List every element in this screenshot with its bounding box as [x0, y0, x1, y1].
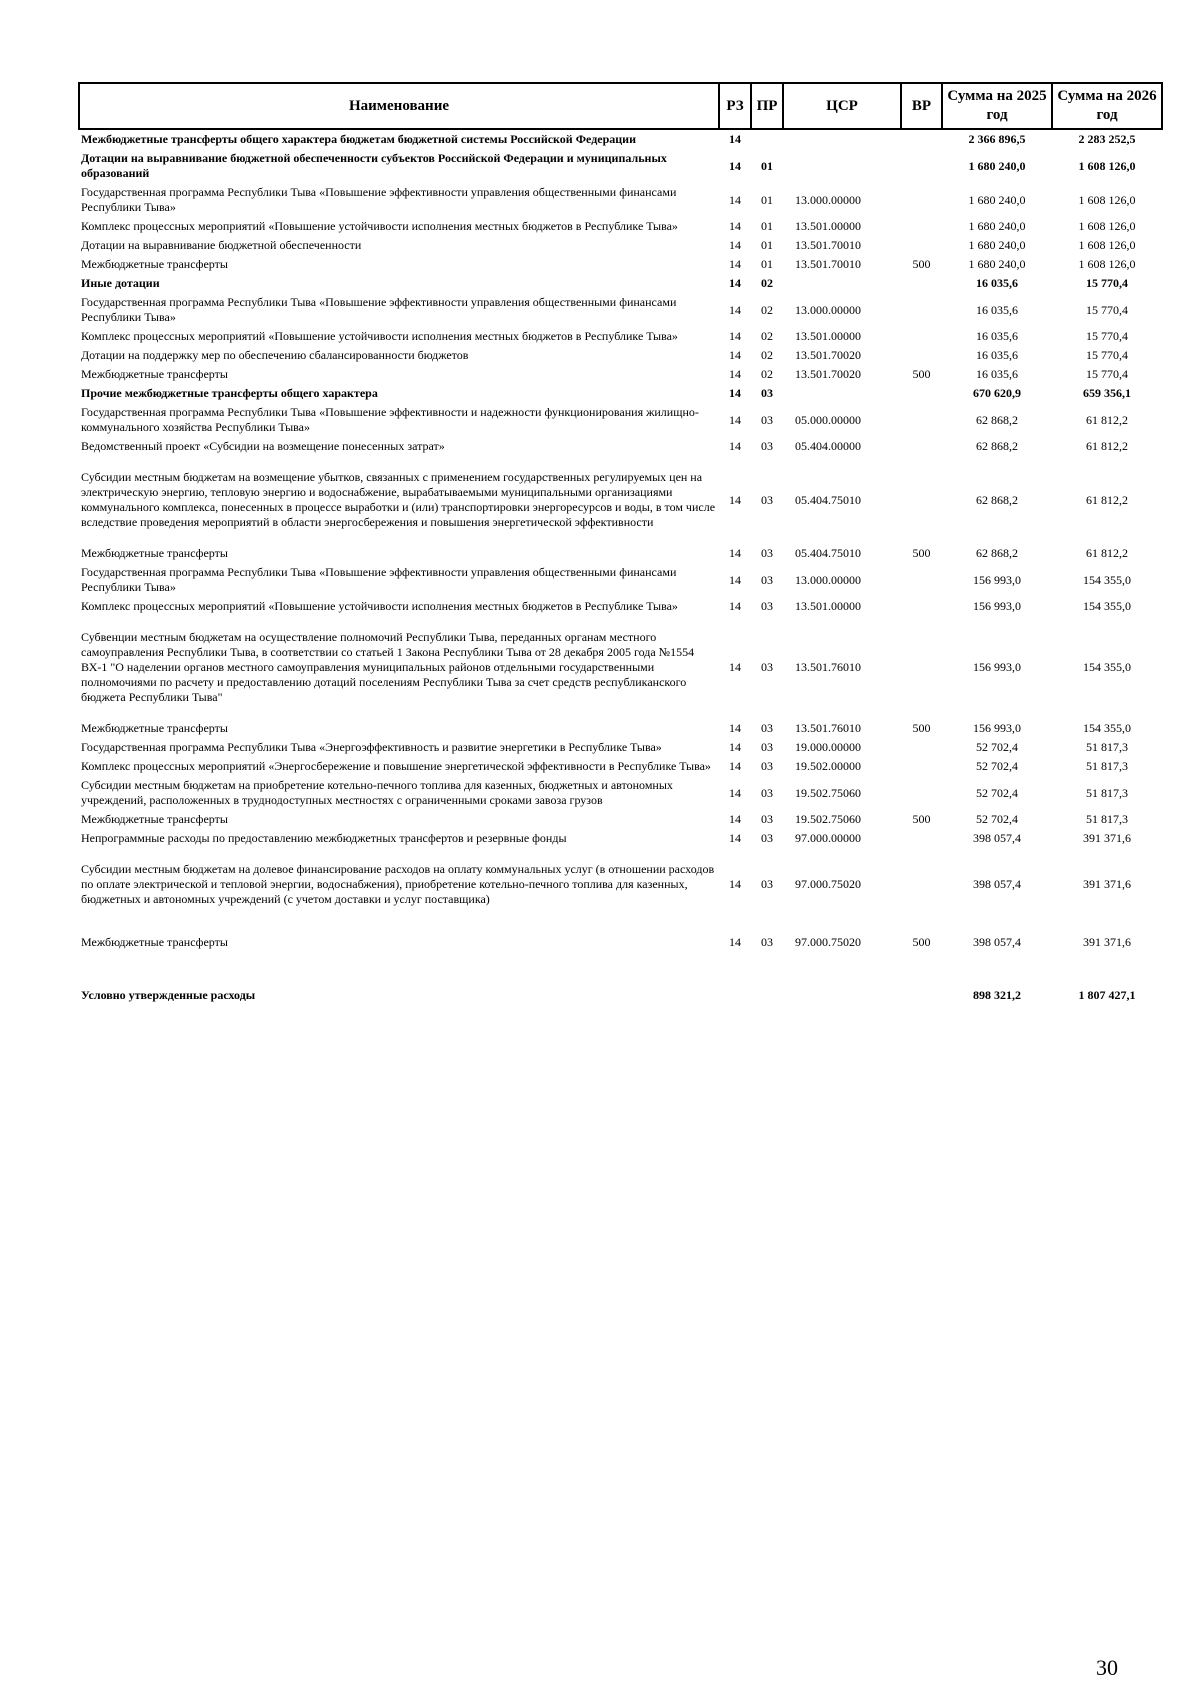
row-sum-2026: 61 812,2: [1086, 412, 1128, 427]
row-sum-2025: 1 680 240,0: [968, 257, 1026, 271]
row-name: Комплекс процессных мероприятий «Повышение устойчивости исполнения местных бюджетов в Республике Тыва»: [81, 329, 678, 343]
row-sum-2026: 659 356,1: [1083, 386, 1131, 400]
row-pr: 01: [761, 192, 773, 207]
row-csr: 19.000.00000: [795, 740, 861, 754]
row-sum-2026: 61 812,2: [1086, 439, 1128, 453]
row-name: Иные дотации: [81, 276, 160, 290]
row-csr: 05.404.75010: [795, 546, 861, 560]
table-row: [79, 327, 1162, 346]
table-row: [79, 236, 1162, 255]
row-sum-2025: 52 702,4: [976, 785, 1018, 800]
table-row: [79, 810, 1162, 829]
row-rz: 14: [729, 348, 741, 362]
header-vr: ВР: [901, 83, 942, 129]
row-pr: 03: [761, 492, 773, 507]
row-pr: 01: [761, 238, 773, 252]
row-pr: 03: [761, 831, 773, 845]
row-vr: [901, 346, 942, 365]
row-pr: 01: [761, 158, 773, 173]
row-sum-2025: 16 035,6: [976, 276, 1018, 290]
row-name: Субвенции местным бюджетам на осуществление полномочий Республики Тыва, переданных органам местного самоуправления Республики Тыва, в соответствии со статьей 1 Закона Республики Тыва от 28 декабря 2005 года №1554 ВХ-1 "О наделении органов местного самоуправления муниципальных районов отдельными государственными полномочиями по расчету и предоставлению дотаций поселениям Республики Тыва за счет средств республиканского бюджета Республики Тыва": [81, 630, 695, 704]
row-sum-2026: 61 812,2: [1086, 546, 1128, 560]
row-pr: 03: [761, 599, 773, 613]
row-rz: 14: [729, 367, 741, 381]
row-csr: 97.000.00000: [795, 831, 861, 845]
row-pr: 03: [761, 412, 773, 427]
table-row: [79, 217, 1162, 236]
row-pr: [751, 964, 783, 1005]
row-rz: 14: [729, 759, 741, 773]
table-row: [79, 719, 1162, 738]
row-pr: 03: [761, 660, 773, 674]
row-vr: 500: [912, 721, 931, 735]
row-rz: 14: [729, 219, 741, 233]
row-rz: 14: [729, 302, 741, 317]
row-pr: 02: [761, 276, 773, 290]
row-vr: [901, 776, 942, 810]
row-vr: [901, 236, 942, 255]
row-csr: 19.502.75060: [795, 785, 861, 800]
table-row: [79, 544, 1162, 563]
row-sum-2025: 16 035,6: [976, 329, 1018, 343]
row-csr: 13.501.70010: [795, 257, 861, 271]
row-sum-2026: 15 770,4: [1086, 367, 1128, 381]
row-csr: 19.502.75060: [795, 812, 861, 826]
row-pr: 03: [761, 759, 773, 773]
row-vr: [901, 563, 942, 597]
row-sum-2026: 51 817,3: [1086, 812, 1128, 826]
row-vr: 500: [912, 257, 931, 271]
row-pr: 02: [761, 329, 773, 343]
row-sum-2025: 16 035,6: [976, 367, 1018, 381]
row-pr: 02: [761, 302, 773, 317]
row-vr: 500: [912, 935, 931, 949]
row-name: Ведомственный проект «Субсидии на возмещение понесенных затрат»: [81, 439, 445, 453]
row-csr: 97.000.75020: [795, 877, 861, 891]
row-name: Комплекс процессных мероприятий «Энергосбережение и повышение энергетической эффективности в Республике Тыва»: [81, 759, 711, 773]
table-row: [79, 437, 1162, 456]
row-rz: [719, 964, 751, 1005]
row-vr: [901, 616, 942, 719]
row-pr: 03: [761, 546, 773, 560]
row-sum-2025: 16 035,6: [976, 348, 1018, 362]
row-rz: 14: [729, 386, 741, 400]
row-name: Государственная программа Республики Тыва «Энергоэффективность и развитие энергетики в Республике Тыва»: [81, 740, 662, 754]
table-row: [79, 384, 1162, 403]
table-row: [79, 964, 1162, 1005]
table-row: [79, 274, 1162, 293]
row-csr: 13.501.70020: [795, 367, 861, 381]
row-vr: [901, 217, 942, 236]
page-number: 30: [1096, 1655, 1118, 1680]
row-sum-2025: 1 680 240,0: [968, 238, 1026, 252]
row-vr: [901, 738, 942, 757]
row-vr: [901, 274, 942, 293]
row-rz: 14: [729, 660, 741, 674]
row-sum-2026: 15 770,4: [1086, 348, 1128, 362]
row-name: Дотации на выравнивание бюджетной обеспеченности субъектов Российской Федерации и муниципальных образований: [81, 151, 667, 180]
row-name: Межбюджетные трансферты: [81, 721, 228, 735]
row-sum-2026: 1 608 126,0: [1078, 192, 1136, 207]
row-pr: 03: [761, 935, 773, 949]
budget-table: [78, 82, 1163, 1005]
row-rz: 14: [729, 572, 741, 587]
row-name: Субсидии местным бюджетам на приобретение котельно-печного топлива для казенных, бюджетных и автономных учреждений, расположенных в труднодоступных местностях с ограниченными сроками завоза грузов: [81, 778, 673, 807]
row-name: Государственная программа Республики Тыва «Повышение эффективности и надежности функционирования жилищно-коммунального хозяйства Республики Тыва»: [81, 405, 699, 434]
row-csr: [783, 384, 901, 403]
row-vr: [901, 829, 942, 848]
row-vr: [901, 149, 942, 183]
row-sum-2025: 52 702,4: [976, 812, 1018, 826]
row-sum-2025: 1 680 240,0: [968, 219, 1026, 233]
row-csr: 13.501.00000: [795, 329, 861, 343]
row-rz: 14: [729, 439, 741, 453]
row-vr: [901, 964, 942, 1005]
row-name: Государственная программа Республики Тыва «Повышение эффективности управления общественными финансами Республики Тыва»: [81, 295, 677, 324]
table-row: [79, 129, 1162, 149]
row-vr: [901, 757, 942, 776]
row-csr: 13.000.00000: [795, 192, 861, 207]
row-sum-2025: 156 993,0: [973, 721, 1021, 735]
table-row: [79, 776, 1162, 810]
row-sum-2026: 2 283 252,5: [1078, 132, 1136, 146]
row-name: Государственная программа Республики Тыва «Повышение эффективности управления общественными финансами Республики Тыва»: [81, 185, 677, 214]
header-rz: РЗ: [719, 83, 751, 129]
row-rz: 14: [729, 238, 741, 252]
row-sum-2026: 51 817,3: [1086, 785, 1128, 800]
row-pr: 02: [761, 367, 773, 381]
row-sum-2025: 2 366 896,5: [968, 132, 1026, 146]
row-pr: 03: [761, 386, 773, 400]
row-rz: 14: [729, 257, 741, 271]
row-pr: 03: [761, 740, 773, 754]
row-pr: 01: [761, 257, 773, 271]
row-sum-2026: 1 608 126,0: [1078, 257, 1136, 271]
row-name: Субсидии местным бюджетам на возмещение убытков, связанных с применением государственных регулируемых цен на электрическую энергию, тепловую энергию и водоснабжение, вырабатываемыми муниципальными организациями коммунального комплекса, понесенных в процессе выработки и (или) транспортировки энергоресурсов и воды, в том числе вследствие проведения мероприятий в области энергосбережения и повышения энергетической эффективности: [81, 470, 716, 529]
row-sum-2026: 391 371,6: [1083, 935, 1131, 949]
row-sum-2025: 16 035,6: [976, 302, 1018, 317]
header-sum-2026: Сумма на 2026 год: [1052, 83, 1162, 129]
row-sum-2026: 1 608 126,0: [1078, 238, 1136, 252]
row-sum-2026: 154 355,0: [1083, 599, 1131, 613]
row-rz: 14: [729, 276, 741, 290]
row-name: Условно утвержденные расходы: [81, 988, 256, 1002]
row-rz: 14: [729, 412, 741, 427]
table-row: [79, 149, 1162, 183]
row-csr: 13.501.00000: [795, 599, 861, 613]
row-pr: 02: [761, 348, 773, 362]
row-pr: [751, 129, 783, 149]
table-row: [79, 365, 1162, 384]
row-sum-2025: 398 057,4: [973, 877, 1021, 891]
row-rz: 14: [729, 192, 741, 207]
table-row: [79, 403, 1162, 437]
row-pr: 03: [761, 721, 773, 735]
row-sum-2025: 156 993,0: [973, 572, 1021, 587]
row-csr: 13.501.70020: [795, 348, 861, 362]
row-sum-2026: 391 371,6: [1083, 877, 1131, 891]
table-row: [79, 293, 1162, 327]
row-name: Межбюджетные трансферты: [81, 812, 228, 826]
row-sum-2025: 62 868,2: [976, 439, 1018, 453]
row-rz: 14: [729, 721, 741, 735]
header-sum-2025: Сумма на 2025 год: [942, 83, 1052, 129]
table-row: [79, 829, 1162, 848]
row-pr: 03: [761, 812, 773, 826]
header-csr: ЦСР: [783, 83, 901, 129]
row-sum-2025: 1 680 240,0: [968, 192, 1026, 207]
table-header: [79, 83, 1162, 129]
row-vr: [901, 456, 942, 544]
row-pr: 03: [761, 572, 773, 587]
row-vr: [901, 327, 942, 346]
row-rz: 14: [729, 158, 741, 173]
table-row: [79, 255, 1162, 274]
row-sum-2025: 156 993,0: [973, 660, 1021, 674]
row-name: Межбюджетные трансферты: [81, 367, 228, 381]
row-vr: 500: [912, 546, 931, 560]
row-rz: 14: [729, 785, 741, 800]
row-csr: 97.000.75020: [795, 935, 861, 949]
row-pr: 01: [761, 219, 773, 233]
row-vr: [901, 129, 942, 149]
row-rz: 14: [729, 812, 741, 826]
row-vr: 500: [912, 367, 931, 381]
row-csr: [783, 274, 901, 293]
table-row: [79, 183, 1162, 217]
row-csr: 13.501.76010: [795, 721, 861, 735]
row-sum-2026: 15 770,4: [1086, 302, 1128, 317]
table-row: [79, 456, 1162, 544]
row-name: Межбюджетные трансферты: [81, 257, 228, 271]
row-rz: 14: [729, 492, 741, 507]
row-sum-2026: 15 770,4: [1086, 276, 1128, 290]
row-rz: 14: [729, 877, 741, 891]
row-csr: 13.501.00000: [795, 219, 861, 233]
row-rz: 14: [729, 546, 741, 560]
row-csr: [783, 129, 901, 149]
row-pr: 03: [761, 439, 773, 453]
row-sum-2026: 154 355,0: [1083, 572, 1131, 587]
row-name: Непрограммные расходы по предоставлению межбюджетных трансфертов и резервные фонды: [81, 831, 567, 845]
row-vr: [901, 848, 942, 921]
row-name: Прочие межбюджетные трансферты общего характера: [81, 386, 378, 400]
row-pr: 03: [761, 877, 773, 891]
row-sum-2025: 62 868,2: [976, 412, 1018, 427]
row-sum-2026: 391 371,6: [1083, 831, 1131, 845]
row-sum-2025: 52 702,4: [976, 759, 1018, 773]
row-name: Дотации на поддержку мер по обеспечению сбалансированности бюджетов: [81, 348, 469, 362]
row-name: Межбюджетные трансферты общего характера бюджетам бюджетной системы Российской Федерации: [81, 132, 637, 146]
header-name: Наименование: [79, 83, 719, 129]
row-sum-2026: 154 355,0: [1083, 660, 1131, 674]
row-rz: 14: [729, 132, 741, 146]
row-sum-2025: 62 868,2: [976, 546, 1018, 560]
row-sum-2025: 52 702,4: [976, 740, 1018, 754]
row-csr: 05.404.75010: [795, 492, 861, 507]
table-row: [79, 563, 1162, 597]
row-sum-2026: 61 812,2: [1086, 492, 1128, 507]
row-vr: [901, 437, 942, 456]
row-name: Государственная программа Республики Тыва «Повышение эффективности управления общественными финансами Республики Тыва»: [81, 565, 677, 594]
row-csr: [783, 964, 901, 1005]
row-rz: 14: [729, 329, 741, 343]
row-csr: 13.000.00000: [795, 302, 861, 317]
table-row: [79, 921, 1162, 964]
row-csr: [783, 149, 901, 183]
row-sum-2026: 51 817,3: [1086, 759, 1128, 773]
row-csr: 13.501.76010: [795, 660, 861, 674]
row-vr: 500: [912, 812, 931, 826]
row-sum-2026: 15 770,4: [1086, 329, 1128, 343]
row-vr: [901, 403, 942, 437]
row-csr: 05.404.00000: [795, 439, 861, 453]
header-pr: ПР: [751, 83, 783, 129]
row-sum-2025: 156 993,0: [973, 599, 1021, 613]
row-sum-2025: 398 057,4: [973, 935, 1021, 949]
table-row: [79, 848, 1162, 921]
table-body: [79, 129, 1162, 1005]
row-sum-2025: 898 321,2: [973, 988, 1021, 1002]
row-csr: 05.000.00000: [795, 412, 861, 427]
row-vr: [901, 597, 942, 616]
row-rz: 14: [729, 831, 741, 845]
row-sum-2025: 1 680 240,0: [968, 158, 1026, 173]
row-sum-2026: 1 807 427,1: [1078, 988, 1136, 1002]
row-name: Дотации на выравнивание бюджетной обеспеченности: [81, 238, 362, 252]
row-sum-2026: 1 608 126,0: [1078, 158, 1136, 173]
row-vr: [901, 183, 942, 217]
row-name: Субсидии местным бюджетам на долевое финансирование расходов на оплату коммунальных услуг (в отношении расходов по оплате электрической и тепловой энергии, водоснабжения), приобретение котельно-печного топлива для казенных, бюджетных и автономных учреждений (с учетом доставки и услуг поставщика): [81, 862, 715, 906]
row-csr: 19.502.00000: [795, 759, 861, 773]
table-row: [79, 597, 1162, 616]
row-rz: 14: [729, 935, 741, 949]
row-sum-2026: 51 817,3: [1086, 740, 1128, 754]
row-name: Комплекс процессных мероприятий «Повышение устойчивости исполнения местных бюджетов в Республике Тыва»: [81, 219, 678, 233]
row-csr: 13.000.00000: [795, 572, 861, 587]
row-sum-2026: 1 608 126,0: [1078, 219, 1136, 233]
row-sum-2025: 398 057,4: [973, 831, 1021, 845]
row-rz: 14: [729, 740, 741, 754]
row-sum-2025: 62 868,2: [976, 492, 1018, 507]
row-vr: [901, 293, 942, 327]
row-sum-2025: 670 620,9: [973, 386, 1021, 400]
row-sum-2026: 154 355,0: [1083, 721, 1131, 735]
table-row: [79, 616, 1162, 719]
row-vr: [901, 384, 942, 403]
row-csr: 13.501.70010: [795, 238, 861, 252]
table-row: [79, 738, 1162, 757]
budget-table-container: [78, 82, 1161, 1005]
table-row: [79, 346, 1162, 365]
table-row: [79, 757, 1162, 776]
row-name: Комплекс процессных мероприятий «Повышение устойчивости исполнения местных бюджетов в Республике Тыва»: [81, 599, 678, 613]
row-name: Межбюджетные трансферты: [81, 935, 228, 949]
row-pr: 03: [761, 785, 773, 800]
row-name: Межбюджетные трансферты: [81, 546, 228, 560]
row-rz: 14: [729, 599, 741, 613]
